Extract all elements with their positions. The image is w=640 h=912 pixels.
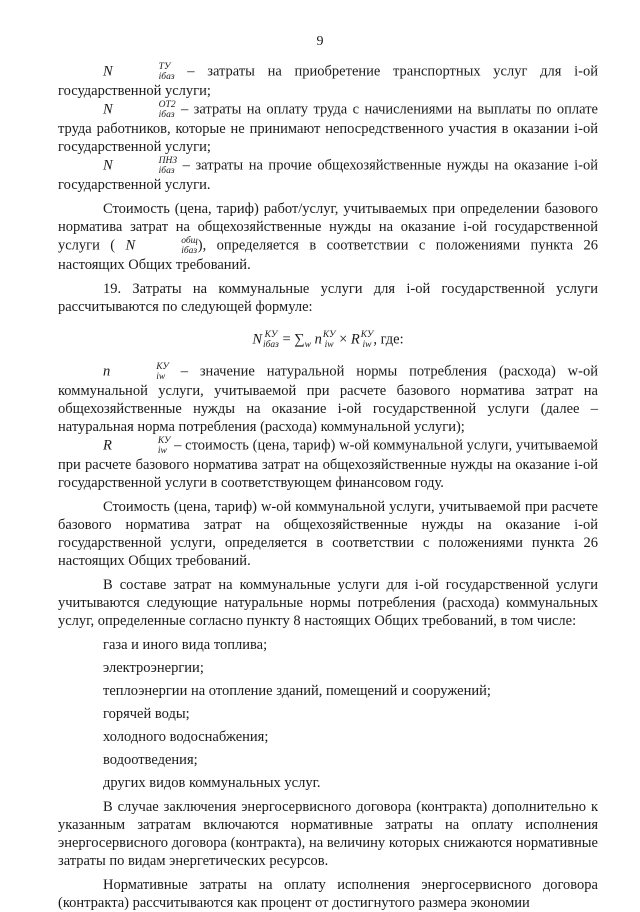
definition-other-needs: N ПНЗ iбаз – затраты на прочие общехозяйственные нужды на оказание i-ой государственной услуги. (58, 156, 598, 193)
list-item: холодного водоснабжения; (103, 729, 269, 745)
list-item: горячей воды; (103, 706, 190, 722)
paragraph-19: 19. Затраты на коммунальные услуги для i-ой государственной услуги рассчитываются по следующей формуле: (58, 281, 598, 315)
list-item: других видов коммунальных услуг. (103, 775, 321, 791)
paragraph-energy-calc: Нормативные затраты на оплату исполнения энергосервисного договора (контракта) рассчитываются как процент от достигнутого размера экономии (58, 877, 598, 911)
definition-natural-norm: n КУ iw – значение натуральной нормы потребления (расхода) w-ой коммунальной услуги, учитываемой при расчете базового норматива затрат на общехозяйственные нужды на оказание i-ой государственной услуги (далее – натуральная норма потребления (расхода) коммунальной услуги); (58, 362, 598, 435)
formula-utilities: N КУ iбаз = $\sum_w$ n КУ iw × R КУ iw , где: (252, 330, 404, 351)
page-number: 9 (316, 34, 324, 49)
definition-tariff: R КУ iw – стоимость (цена, тариф) w-ой коммунальной услуги, учитываемой при расчете базового норматива затрат на общехозяйственные нужды на оказание i-ой государственной услуги в соответствующем финансовом году. (58, 436, 598, 491)
paragraph-cost-works: Стоимость (цена, тариф) работ/услуг, учитываемых при определении базового норматива затрат на общехозяйственные нужды на оказание i-ой государственной услуги ( N общ iбаз ), определяется в соответствии с положениями пункта 26 настоящих Общих требований. (58, 201, 598, 273)
list-item: газа и иного вида топлива; (103, 637, 268, 653)
definition-transport: N ТУ iбаз – затраты на приобретение транспортных услуг для i-ой государственной услуги; (58, 62, 598, 99)
paragraph-list-intro: В составе затрат на коммунальные услуги для i-ой государственной услуги учитываются следующие натуральные нормы потребления (расхода) коммунальных услуг, определенные согласно пункту 8 настоящих Общих требований, в том числе: (58, 577, 598, 629)
definition-labor: N ОТ2 iбаз – затраты на оплату труда с начислениями на выплаты по оплате труда работников, которые не принимают непосредственного участия в оказании i-ой государственной услуги; (58, 100, 598, 155)
paragraph-cost-utility: Стоимость (цена, тариф) w-ой коммунальной услуги, учитываемой при расчете базового норматива затрат на общехозяйственные нужды на оказание i-ой государственной услуги, определяется в соответствии с положениями пункта 26 настоящих Общих требований. (58, 499, 598, 569)
list-item: теплоэнергии на отопление зданий, помещений и сооружений; (103, 683, 491, 699)
list-item: электроэнергии; (103, 660, 204, 676)
paragraph-energy-contract: В случае заключения энергосервисного договора (контракта) дополнительно к указанным затратам включаются нормативные затраты на оплату исполнения энергосервисного договора (контракта), на величину которых снижаются нормативные затраты по видам энергетических ресурсов. (58, 799, 598, 869)
utilities-list (58, 636, 598, 792)
list-item: водоотведения; (103, 752, 198, 768)
document-body (58, 62, 598, 912)
